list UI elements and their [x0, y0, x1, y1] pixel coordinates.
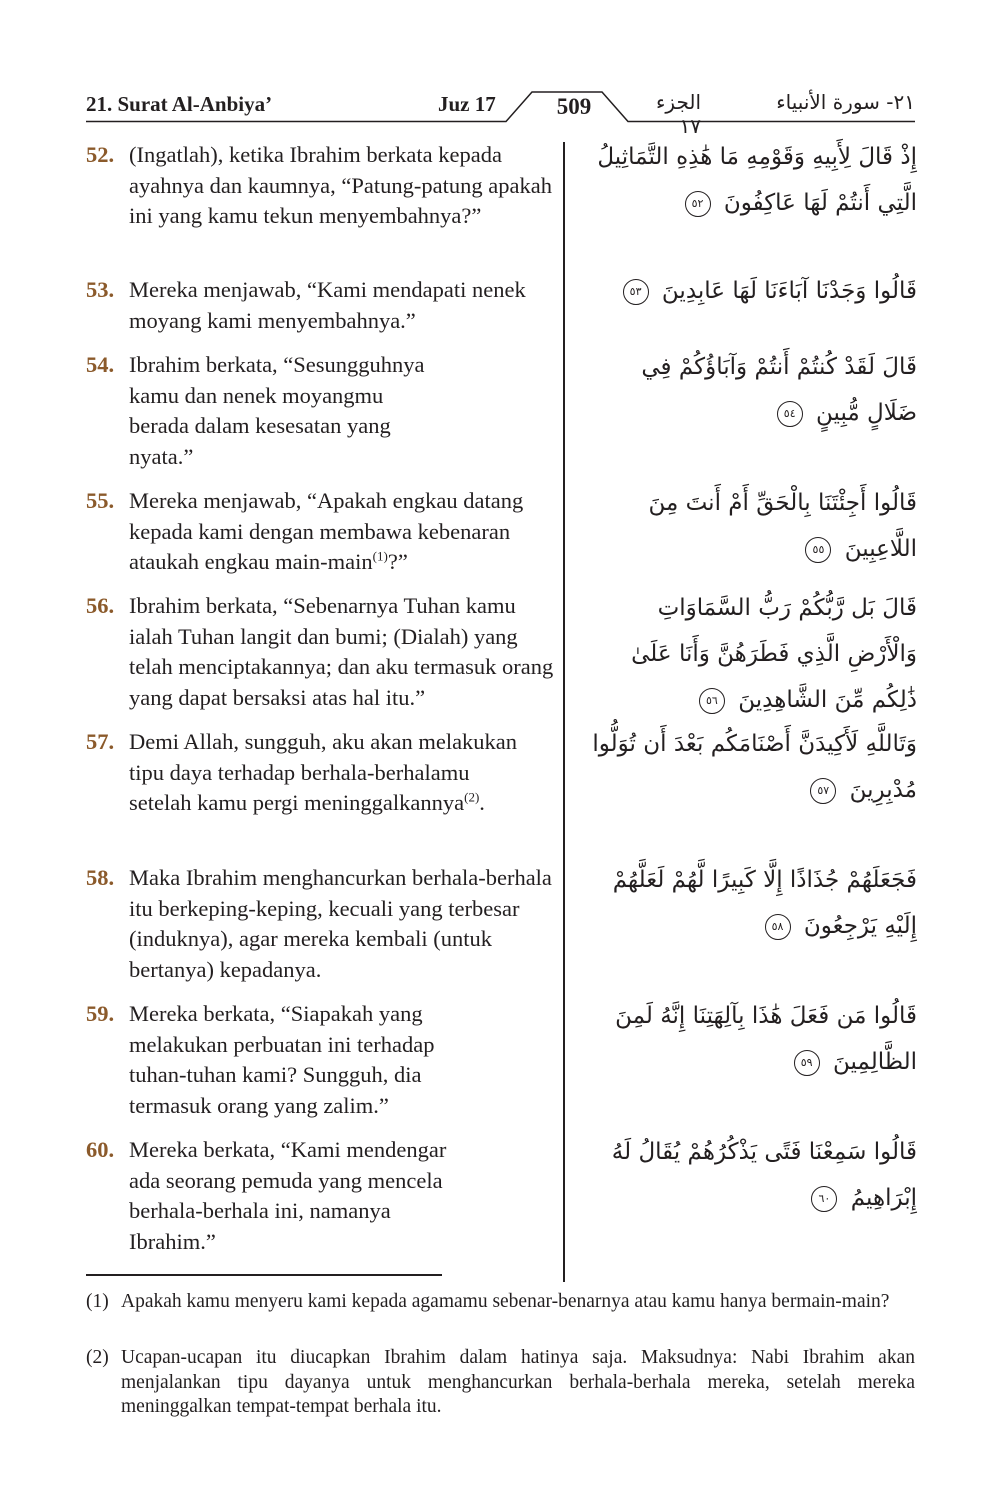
ayah-end-marker: ٥٤: [777, 401, 803, 427]
verse-52-translation: [86, 140, 556, 232]
footnote-1: [86, 1290, 915, 1315]
verse-57-translation: [86, 727, 556, 819]
verse-number: 55.: [86, 488, 115, 513]
juz-label-latin: Juz 17: [438, 92, 496, 116]
verse-text-tail: ?”: [387, 549, 408, 574]
verse-text: Ibrahim berkata, “Sebenarnya Tuhan kamu ialah Tuhan langit dan bumi; (Dialah) yang telah menciptakannya; dan aku termasuk orang yang dapat bersaksi atas hal itu.”: [129, 593, 554, 710]
ayah-end-marker: ٥٥: [805, 537, 831, 563]
arabic-text: قَالَ لَقَدْ كُنتُمْ أَنتُمْ وَآبَاؤُكُمْ فِي ضَلَالٍ مُّبِينٍ: [641, 354, 917, 426]
footnote-text: Apakah kamu menyeru kami kepada agamamu sebenar-benarnya atau kamu hanya bermain-main?: [121, 1291, 890, 1312]
arabic-text: قَالَ بَل رَّبُّكُمْ رَبُّ السَّمَاوَاتِ وَالْأَرْضِ الَّذِي فَطَرَهُنَّ وَأَنَا عَلَىٰ ذَٰلِكُم مِّنَ الشَّاهِدِينَ: [631, 595, 917, 713]
footnote-ref: (1): [372, 548, 388, 564]
ayah-end-marker: ٥٩: [794, 1050, 820, 1076]
verse-text: Maka Ibrahim menghancurkan berhala-berhala itu berkeping-keping, kecuali yang terbesar (induknya), agar mereka kembali (untuk bertanya) kepadanya.: [129, 865, 552, 982]
verse-57-arabic: [585, 721, 917, 813]
verse-number: 56.: [86, 593, 115, 618]
footnote-2: [86, 1346, 915, 1420]
arabic-text: فَجَعَلَهُمْ جُذَاذًا إِلَّا كَبِيرًا لَّهُمْ لَعَلَّهُمْ إِلَيْهِ يَرْجِعُونَ: [612, 867, 917, 939]
ayah-end-marker: ٥٢: [685, 191, 711, 217]
verse-54-arabic: [585, 344, 917, 436]
arabic-text: وَتَاللَّهِ لَأَكِيدَنَّ أَصْنَامَكُم بَعْدَ أَن تُوَلُّوا مُدْبِرِينَ: [592, 731, 917, 803]
verse-56-translation: [86, 591, 556, 713]
verse-number: 57.: [86, 729, 115, 754]
verse-52-arabic: [585, 134, 917, 226]
arabic-text: قَالُوا مَن فَعَلَ هَٰذَا بِآلِهَتِنَا إِنَّهُ لَمِنَ الظَّالِمِينَ: [615, 1003, 917, 1075]
verse-text: Mereka menjawab, “Apakah engkau datang kepada kami dengan membawa kebenaran ataukah engkau main-main: [129, 488, 524, 574]
surah-title-arabic: ٢١- سورة الأنبياء: [776, 90, 915, 114]
arabic-text: قَالُوا سَمِعْنَا فَتًى يَذْكُرُهُمْ يُقَالُ لَهُ إِبْرَاهِيمُ: [611, 1139, 917, 1211]
verse-text: Mereka menjawab, “Kami mendapati nenek moyang kami menyembahnya.”: [129, 277, 526, 333]
verse-59-translation: [86, 999, 556, 1121]
verse-58-arabic: [585, 857, 917, 949]
column-divider: [563, 142, 565, 1282]
verse-54-translation: [86, 350, 556, 472]
verse-text: Ibrahim berkata, “Sesungguhnya kamu dan nenek moyangmu berada dalam kesesatan yang nyata.”: [129, 352, 425, 469]
arabic-text: إِذْ قَالَ لِأَبِيهِ وَقَوْمِهِ مَا هَٰذِهِ التَّمَاثِيلُ الَّتِي أَنتُمْ لَهَا عَاكِفُونَ: [597, 144, 917, 216]
ayah-end-marker: ٥٨: [765, 914, 791, 940]
footnote-number: (2): [86, 1347, 109, 1368]
verse-text: Mereka berkata, “Siapakah yang melakukan perbuatan ini terhadap tuhan-tuhan kami? Sungguh, dia termasuk orang yang zalim.”: [129, 1001, 435, 1118]
verse-text: Demi Allah, sungguh, aku akan melakukan tipu daya terhadap berhala-berhalamu setelah kamu pergi meninggalkannya: [129, 729, 518, 815]
verse-text-container: [129, 727, 519, 819]
verse-53-arabic: [585, 268, 917, 314]
footnote-number: (1): [86, 1291, 109, 1312]
verse-53-translation: [86, 275, 556, 336]
verse-60-translation: [86, 1135, 556, 1257]
ayah-end-marker: ٥٧: [810, 778, 836, 804]
verse-55-arabic: [585, 480, 917, 572]
verse-58-translation: [86, 863, 556, 985]
verse-59-arabic: [585, 993, 917, 1085]
verse-text-tail: .: [479, 790, 485, 815]
verse-text: Mereka berkata, “Kami mendengar ada seorang pemuda yang mencela berhala-berhala ini, namanya Ibrahim.”: [129, 1137, 447, 1254]
footnote-rule: [86, 1274, 442, 1276]
verse-number: 52.: [86, 142, 115, 167]
page-number: 509: [556, 94, 592, 119]
verse-60-arabic: [585, 1129, 917, 1221]
verse-number: 58.: [86, 865, 115, 890]
arabic-text: قَالُوا أَجِئْتَنَا بِالْحَقِّ أَمْ أَنتَ مِنَ اللَّاعِبِينَ: [648, 490, 917, 562]
arabic-text: قَالُوا وَجَدْنَا آبَاءَنَا لَهَا عَابِدِينَ: [661, 278, 917, 304]
verse-56-arabic: [585, 585, 917, 723]
juz-label-arabic: الجزء ١٧: [656, 90, 701, 138]
ayah-end-marker: ٥٦: [699, 688, 725, 714]
verse-number: 59.: [86, 1001, 115, 1026]
verse-number: 60.: [86, 1137, 115, 1162]
ayah-end-marker: ٥٣: [623, 279, 649, 305]
footnote-ref: (2): [464, 789, 480, 805]
ayah-end-marker: ٦٠: [811, 1186, 837, 1212]
surah-title-latin: 21. Surat Al-Anbiya’: [86, 92, 273, 116]
footnote-text: Ucapan-ucapan itu diucapkan Ibrahim dalam hatinya saja. Maksudnya: Nabi Ibrahim akan menjalankan tipu dayanya untuk menghancurkan berhala-berhala mereka, setelah mereka meninggalkan tempat-tempat berhala itu.: [121, 1347, 915, 1417]
verse-text-container: [129, 486, 556, 578]
verse-text: (Ingatlah), ketika Ibrahim berkata kepada ayahnya dan kaumnya, “Patung-patung apakah ini yang kamu tekun menyembahnya?”: [129, 142, 552, 228]
page-header: [86, 84, 915, 138]
verse-55-translation: [86, 486, 556, 578]
verse-number: 53.: [86, 277, 115, 302]
verse-number: 54.: [86, 352, 115, 377]
